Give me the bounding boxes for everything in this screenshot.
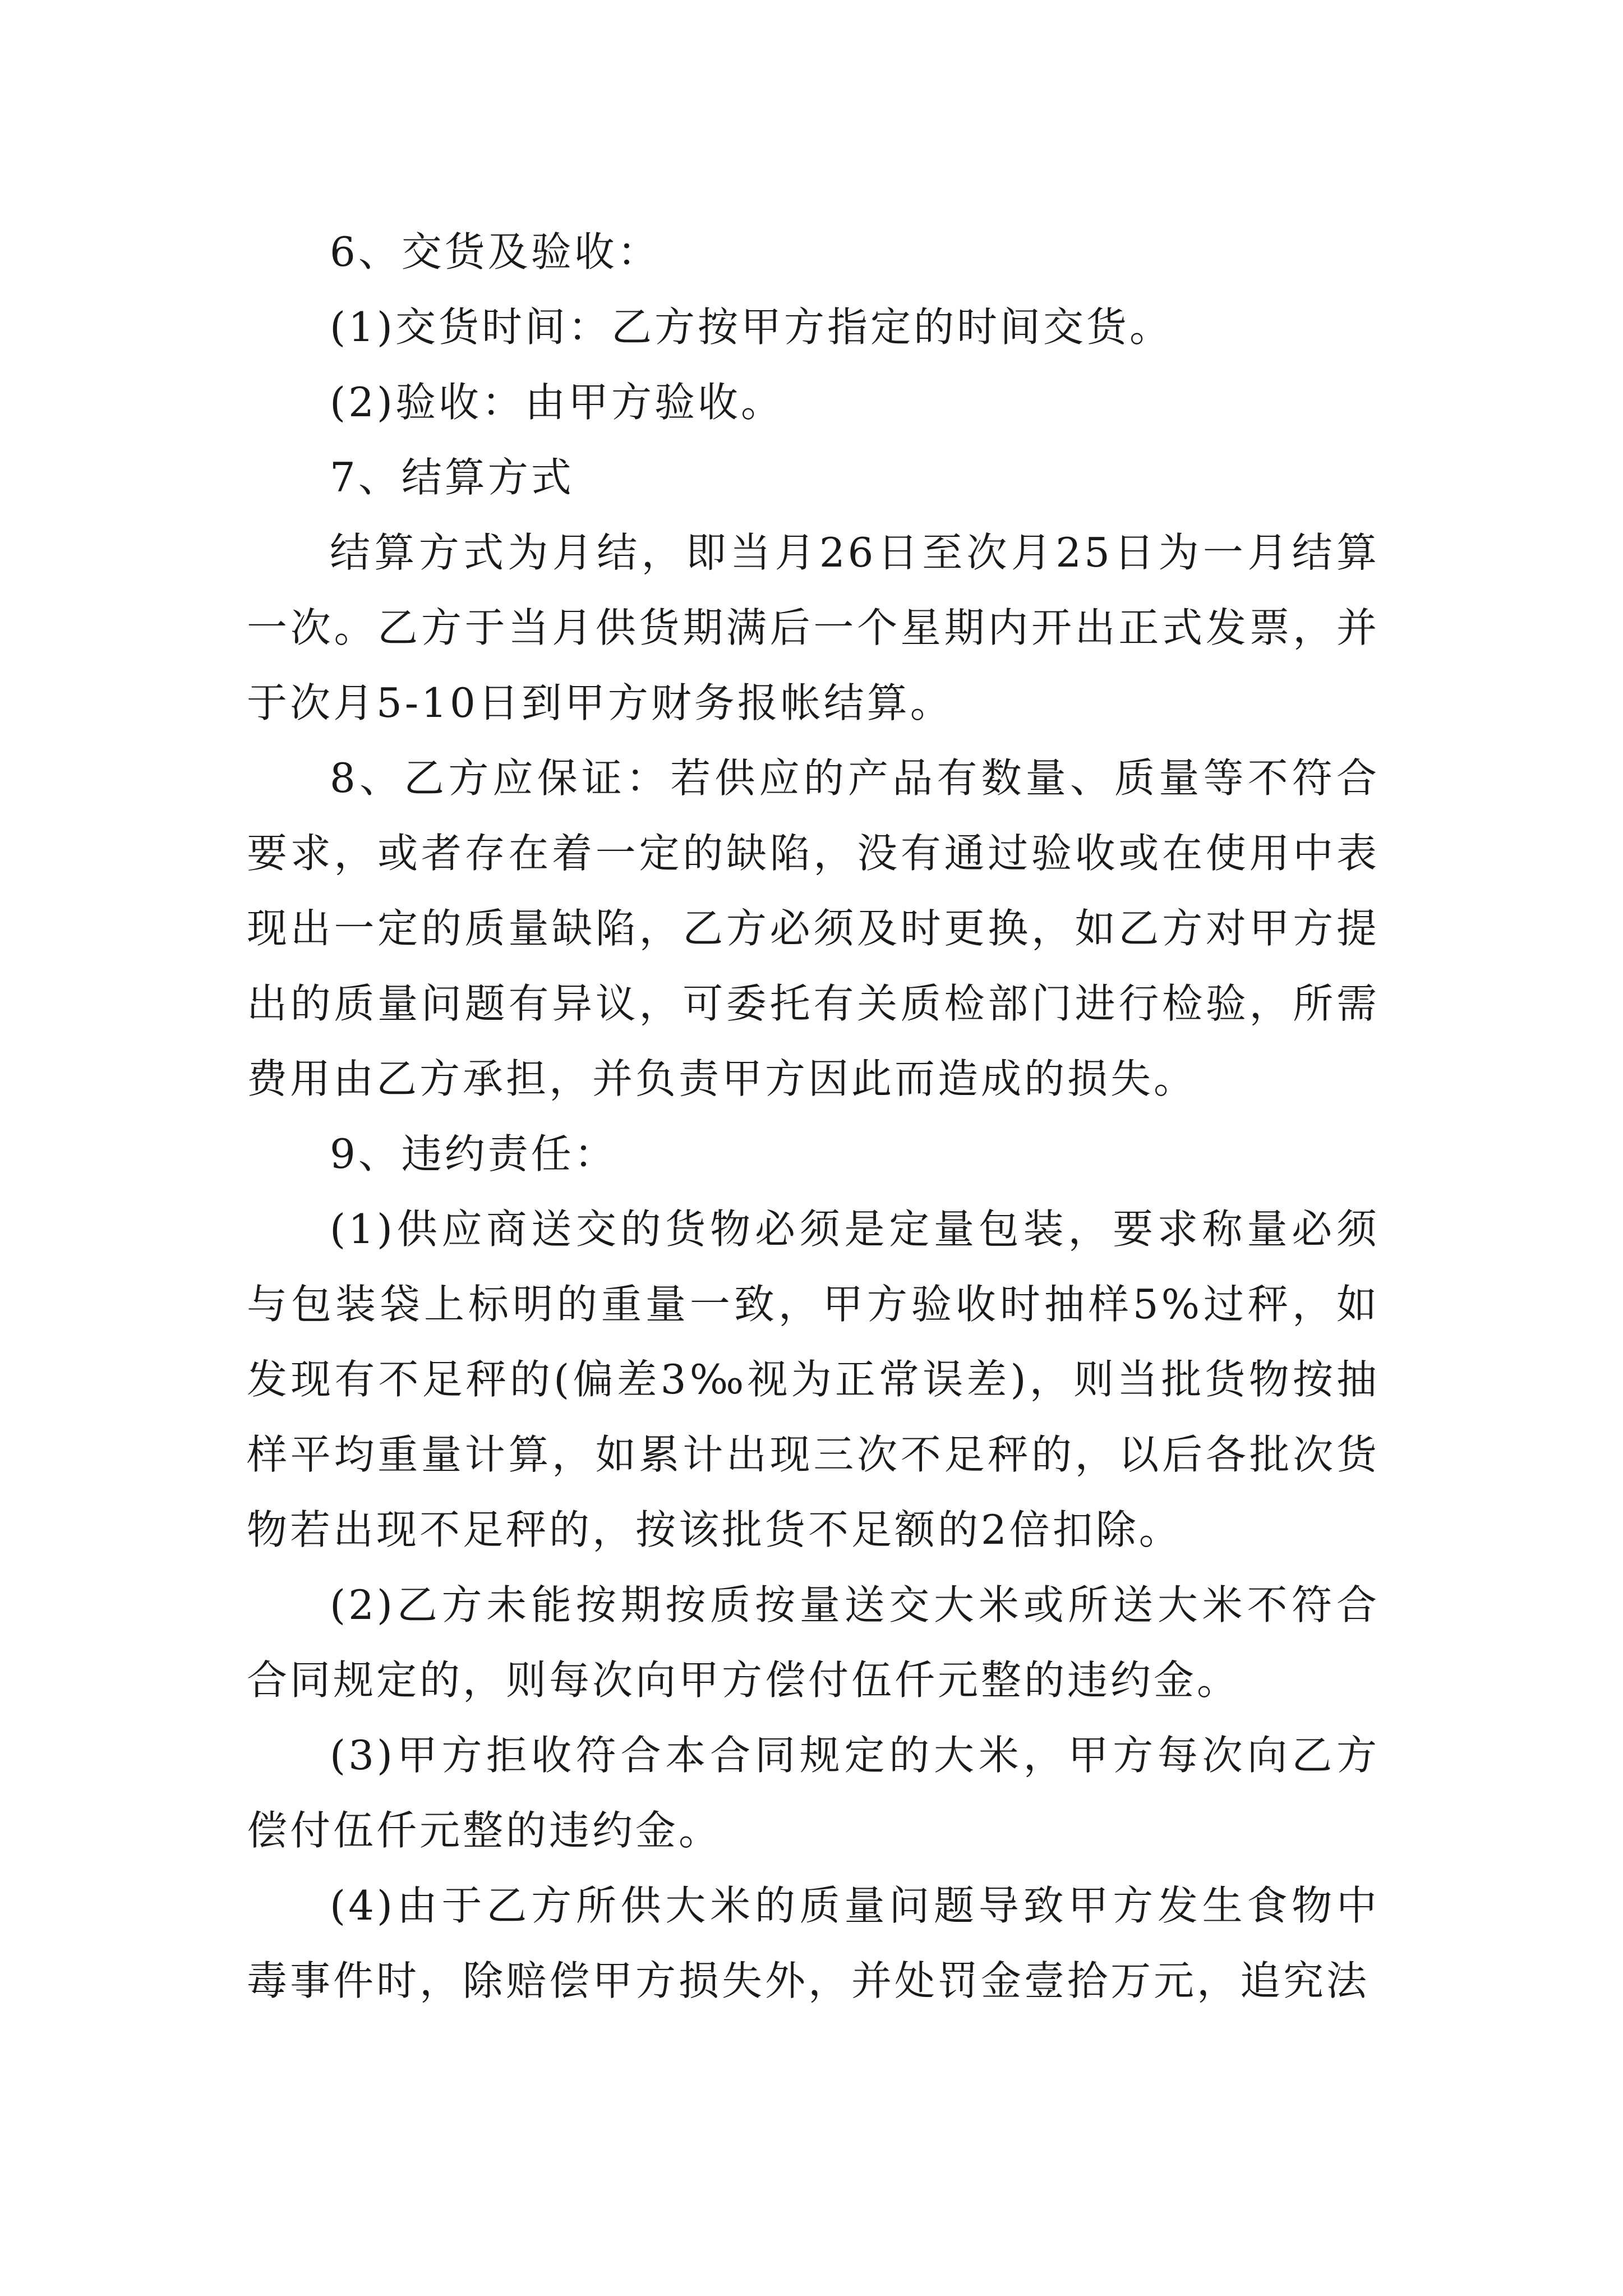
clause-liability-1: (1)供应商送交的货物必须是定量包装，要求称量必须与包装袋上标明的重量一致，甲方验收时抽样5%过秤，如发现有不足秤的(偏差3‰视为正常误差)，则当批货物按抽样平均重量计算，如累计出现三次不足秤的，以后各批次货物若出现不足秤的，按该批货不足额的2倍扣除。 [247,1205,1380,1553]
clause-delivery-time: (1)交货时间：乙方按甲方指定的时间交货。 [330,303,1173,351]
section-heading-delivery: 6、交货及验收： [330,228,661,275]
paragraph-guarantee: 8、乙方应保证：若供应的产品有数量、质量等不符合要求，或者存在着一定的缺陷，没有通过验收或在使用中表现出一定的质量缺陷，乙方必须及时更换，如乙方对甲方提出的质量问题有异议，可委托有关质检部门进行检验，所需费用由乙方承担，并负责甲方因此而造成的损失。 [247,754,1380,1102]
document-body [247,214,1380,2018]
clause-liability-2: (2)乙方未能按期按质按量送交大米或所送大米不符合合同规定的，则每次向甲方偿付伍仟元整的违约金。 [247,1581,1380,1704]
clause-acceptance: (2)验收：由甲方验收。 [330,379,784,426]
clause-liability-4: (4)由于乙方所供大米的质量问题导致甲方发生食物中毒事件时，除赔偿甲方损失外，并处罚金壹拾万元，追究法 [247,1882,1380,2004]
clause-liability-3: (3)甲方拒收符合本合同规定的大米，甲方每次向乙方偿付伍仟元整的违约金。 [247,1732,1380,1854]
paragraph-settlement: 结算方式为月结，即当月26日至次月25日为一月结算一次。乙方于当月供货期满后一个星期内开出正式发票，并于次月5-10日到甲方财务报帐结算。 [247,529,1380,726]
section-heading-liability: 9、违约责任： [330,1130,617,1177]
section-heading-settlement: 7、结算方式 [330,454,574,501]
